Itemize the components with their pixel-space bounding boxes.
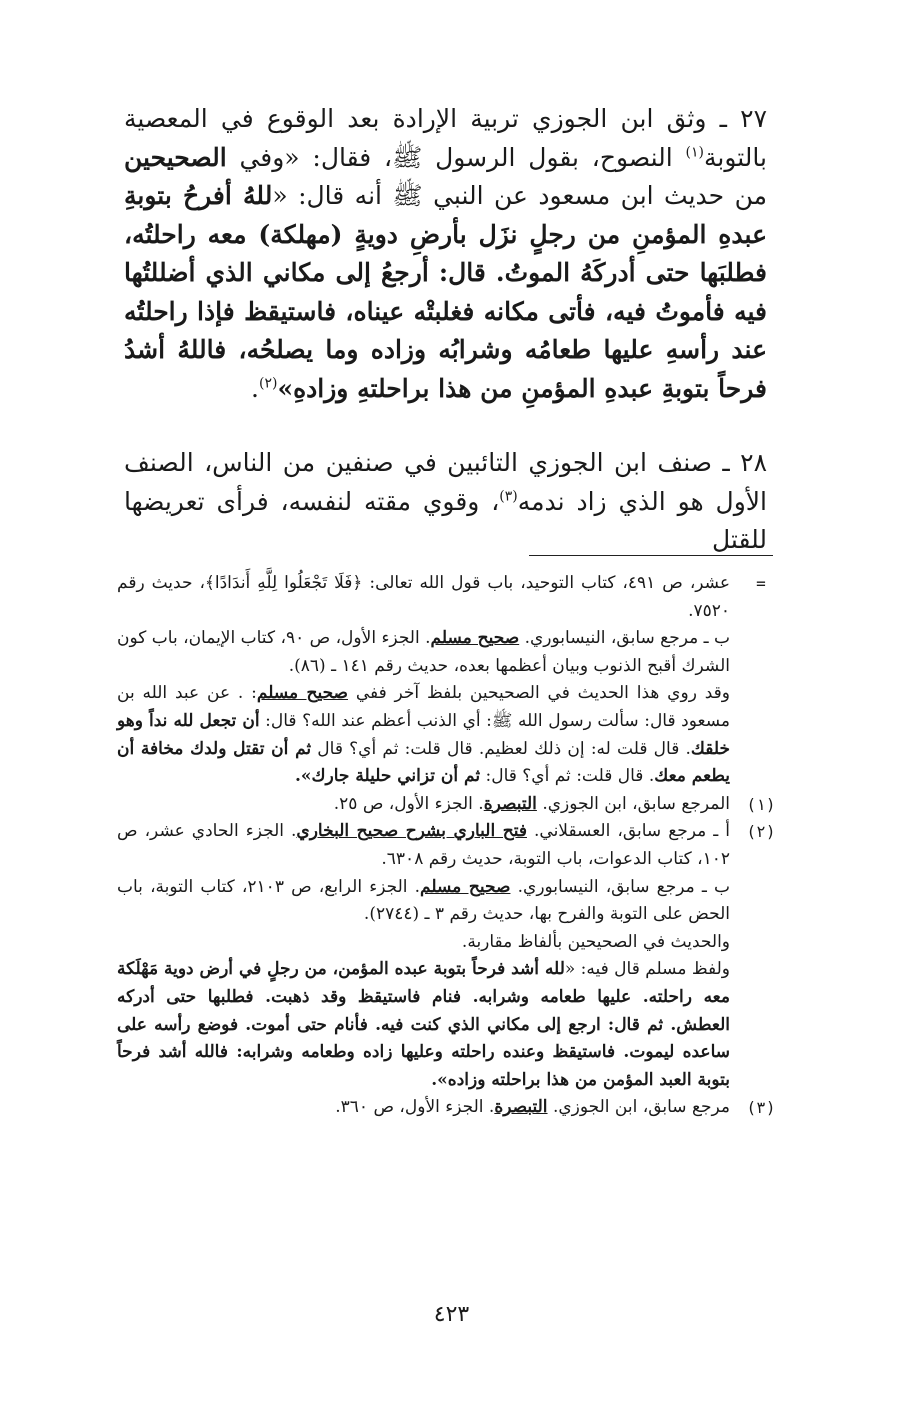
footnote-text: ». xyxy=(431,1069,448,1090)
footnote-text: عشر، ص ٤٩١، كتاب التوحيد، باب قول الله تعالى: ﴿فَلَا تَجْعَلُوا لِلَّهِ أَندَادًا﴾، حديث رقم ٧٥٢٠. xyxy=(117,573,730,621)
book-title: صحيح مسلم xyxy=(256,683,348,704)
footnote-2d xyxy=(117,956,767,1094)
footnote-text: : . عن عبد الله بن مسعود قال: سألت رسول الله ﷺ: أي الذنب أعظم عند الله؟ قال: xyxy=(117,683,730,731)
footnote-divider xyxy=(529,555,773,556)
footnote-number: (٣) xyxy=(746,1098,776,1118)
footnote-text: مرجع سابق، ابن الجوزي. xyxy=(547,1097,730,1118)
footnote-text: . قال قلت: ثم أي؟ قال: xyxy=(480,766,655,787)
para28-text: ، وقوي مقته لنفسه، فرأى تعريضها للقتل xyxy=(124,486,767,554)
footnote-text: . الجزء الأول، ص ٩٠، كتاب الإيمان، باب كون الشرك أقبح الذنوب وبيان أعظمها بعده، حديث رقم ١٤١ ـ (٨٦). xyxy=(117,628,730,676)
footnotes xyxy=(117,570,776,1122)
footnote-text: . الجزء الأول، ص ٢٥. xyxy=(333,793,484,814)
footnote-continuation xyxy=(117,570,767,625)
footnote-ref-1: (١) xyxy=(685,144,704,161)
footnote-3 xyxy=(117,1094,776,1122)
footnote-text: ب ـ مرجع سابق، النيسابوري. xyxy=(519,628,730,649)
paragraph-27 xyxy=(124,100,767,408)
book-title: صحيح مسلم xyxy=(430,628,520,649)
footnote-1 xyxy=(117,791,776,819)
footnote-text: وقد روي هذا الحديث في الصحيحين بلفظ آخر ففي xyxy=(347,683,730,704)
hadith-quote: للهُ أفرحُ بتوبةِ عبدهِ المؤمنِ من رجلٍ نزَل بأرضِ دويةٍ (مهلكة) معه راحلتُه، فطلبَها حتى أدركَهُ الموتُ. قال: أرجعُ إلى مكاني الذي أضللتُها فيه فأموتُ فيه، فأتى مكانه فغلبتْه عيناه، فاستيقظ فإذا راحلتُه عند رأسهِ عليها طعامُه وشرابُه وزاده وما يصلحُه، فاللهُ أشدُ فرحاً بتوبةِ عبدهِ المؤمنِ من هذا براحلتهِ وزادهِ xyxy=(124,181,767,403)
para27-text: ٢٧ ـ وثق ابن الجوزي تربية الإرادة بعد الوقوع في المعصية بالتوبة xyxy=(124,104,767,172)
para27-bold: الصحيحين xyxy=(124,142,227,172)
hadith-bold: لله أشد فرحاً بتوبة عبده المؤمن، من رجلٍ في أرض دوية مَهْلَكة معه راحلته. عليها طعامه وشرابه. فنام فاستيقظ وقد ذهبت. فطلبها حتى أدركه العطش. ثم قال: ارجع إلى مكاني الذي كنت فيه. فأنام حتى أموت. فوضع رأسه على ساعده ليموت. فاستيقظ وعنده راحلته وعليها زاده وطعامه وشرابه: فالله أشد فرحاً بتوبة العبد المؤمن من هذا براحلته وزاده xyxy=(117,959,730,1090)
footnote-ref-2: (٢) xyxy=(258,375,278,392)
para27-text: النصوح، بقول الرسول ﷺ، فقال: «وفي xyxy=(226,142,686,172)
footnote-text: . الجزء الحادي عشر، ص ١٠٢، كتاب الدعوات، باب التوبة، حديث رقم ٦٣٠٨. xyxy=(117,821,730,869)
book-title: فتح الباري بشرح صحيح البخاري xyxy=(296,821,527,842)
page-number: ٤٢٣ xyxy=(433,1302,470,1327)
footnote-number: (٢) xyxy=(746,822,776,842)
footnote-text: . قال قلت له: إن ذلك لعظيم. قال قلت: ثم أي؟ قال xyxy=(311,738,691,759)
footnote-text: ولفظ مسلم قال فيه: « xyxy=(564,959,730,980)
hadith-bold: ثم أن تزاني حليلة جارك xyxy=(311,766,481,787)
para27-text: . xyxy=(251,373,259,403)
quote-close: » xyxy=(277,373,294,403)
footnote-text: ». xyxy=(294,766,312,787)
footnote-2 xyxy=(117,818,776,873)
footnote-number: (١) xyxy=(746,794,776,814)
footnote-continuation-b xyxy=(117,625,767,680)
footnote-text: . الجزء الرابع، ص ٢١٠٣، كتاب التوبة، باب الحض على التوبة والفرح بها، حديث رقم ٣ ـ (٢٧٤٤). xyxy=(117,876,730,925)
footnote-text: ب ـ مرجع سابق، النيسابوري. xyxy=(510,876,731,897)
book-title: التبصرة xyxy=(483,793,537,814)
hadith-bold: ثم أن تقتل ولدك مخافة أن يطعم معك xyxy=(117,738,730,787)
footnote-text: المرجع سابق، ابن الجوزي. xyxy=(536,793,730,814)
para27-text: من حديث ابن مسعود عن النبي ﷺ أنه قال: « xyxy=(272,181,768,210)
footnote-text: أ ـ مرجع سابق، العسقلاني. xyxy=(526,821,730,842)
footnote-2c: والحديث في الصحيحين بألفاظ مقاربة. xyxy=(461,931,730,952)
hadith-bold: أن تجعل لله نداً وهو خلقك xyxy=(117,710,730,759)
book-title: التبصرة xyxy=(494,1097,548,1118)
main-text xyxy=(124,100,767,560)
footnote-2b xyxy=(117,874,767,929)
continuation-marker: = xyxy=(756,574,766,593)
footnote-ref-3: (٣) xyxy=(499,488,518,505)
footnote-text: . الجزء الأول، ص ٣٦٠. xyxy=(335,1097,495,1118)
footnote-hadith-variant xyxy=(117,680,767,790)
paragraph-28 xyxy=(124,444,767,560)
book-title: صحيح مسلم xyxy=(420,876,511,897)
para28-text: ٢٨ ـ صنف ابن الجوزي التائبين في صنفين من الناس، الصنف الأول هو الذي زاد ندمه xyxy=(124,448,767,516)
